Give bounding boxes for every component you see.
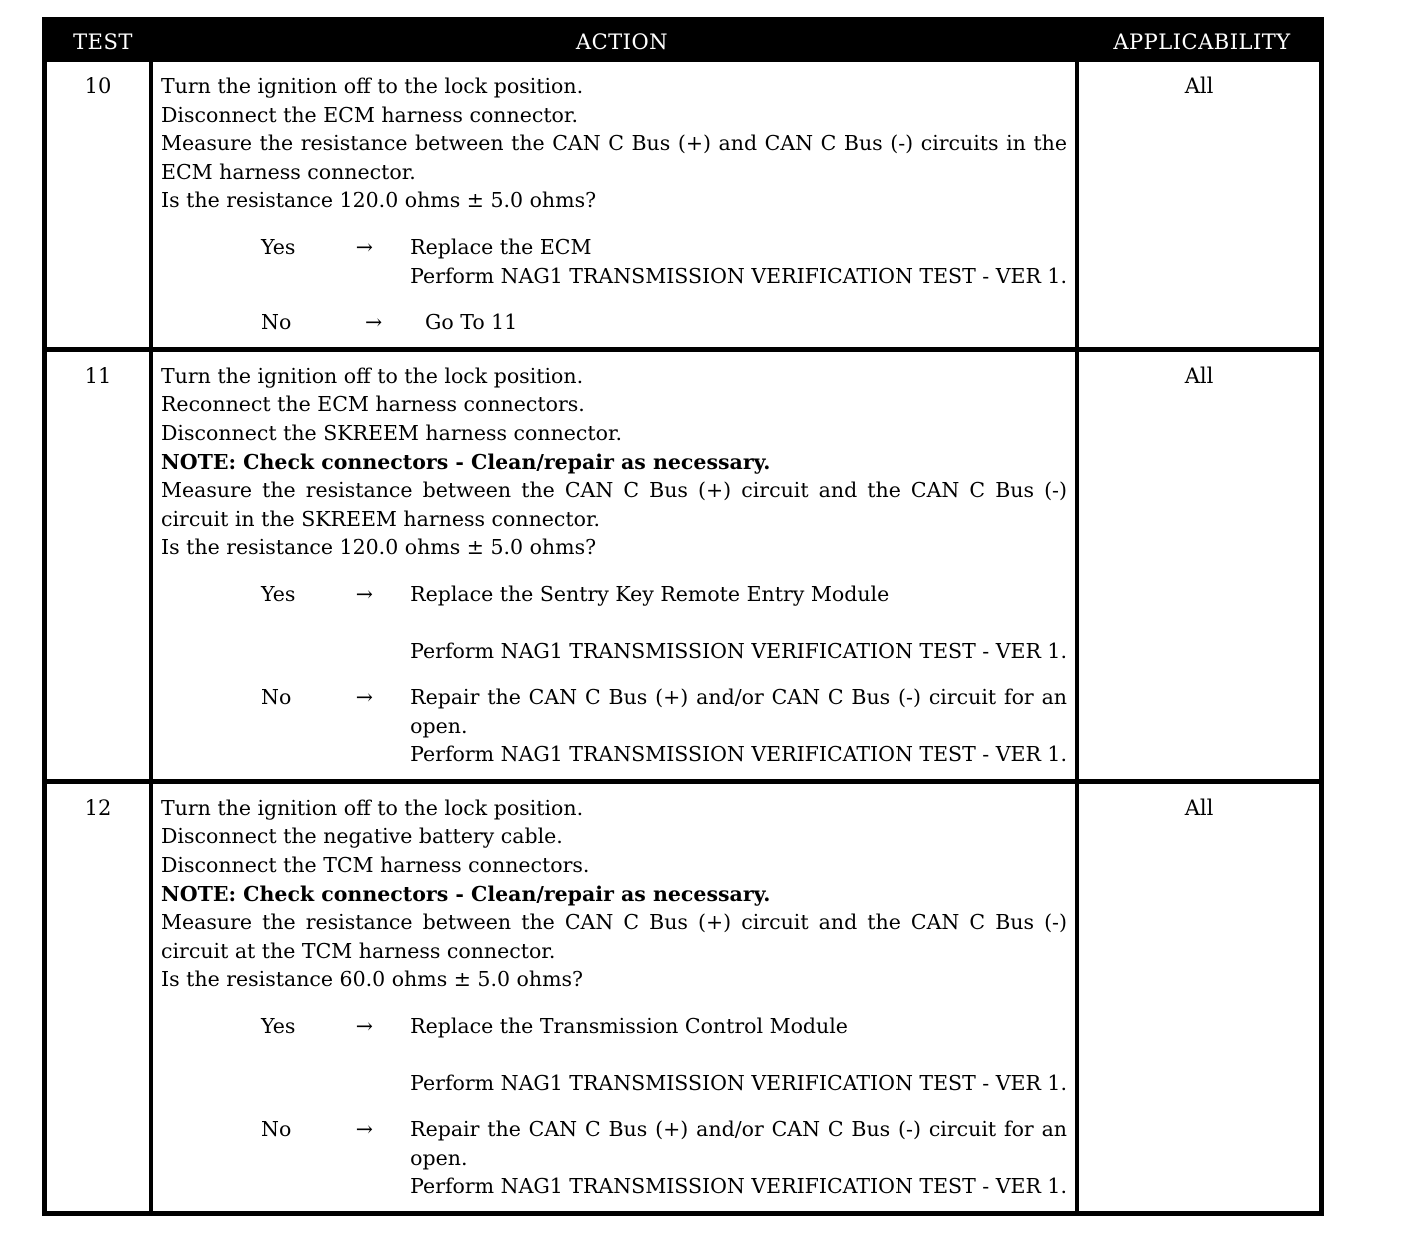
yes-answer (161, 1012, 1067, 1097)
yes-steps (410, 233, 1067, 290)
action-line: Measure the resistance between the CAN C Bus (+) and CAN C Bus (-) circuits in the ECM harness connector. (161, 131, 1067, 184)
arrow-right-icon: → (355, 1014, 373, 1039)
yes-step: Perform NAG1 TRANSMISSION VERIFICATION TEST - VER 1. (410, 638, 1067, 663)
test-number: 11 (47, 352, 153, 779)
no-label: No (261, 685, 292, 710)
yes-answer (161, 580, 1067, 665)
no-steps (425, 308, 1067, 337)
test-number: 12 (47, 784, 153, 1211)
no-step: Go To 11 (425, 310, 518, 335)
action-line: Turn the ignition off to the lock position. (161, 795, 584, 820)
applicability-value: All (1184, 74, 1214, 98)
yes-label: Yes (261, 1014, 296, 1039)
action-line: Disconnect the SKREEM harness connector. (161, 420, 623, 445)
action-line: Disconnect the TCM harness connectors. (161, 853, 590, 878)
yes-step: Perform NAG1 TRANSMISSION VERIFICATION TEST - VER 1. (410, 263, 1067, 288)
arrow-right-icon: → (355, 685, 373, 710)
no-step: Repair the CAN C Bus (+) and/or CAN C Bus (-) circuit for an open. (410, 685, 1067, 738)
yes-step: Replace the Transmission Control Module (410, 1014, 848, 1039)
arrow-right-icon: → (355, 1117, 373, 1142)
action-line: Disconnect the negative battery cable. (161, 824, 563, 849)
applicability-value: All (1184, 363, 1214, 388)
action-line: Turn the ignition off to the lock position. (161, 363, 584, 388)
test-number: 10 (47, 62, 153, 347)
no-step: Perform NAG1 TRANSMISSION VERIFICATION TEST - VER 1. (410, 1174, 1067, 1199)
action-line: Measure the resistance between the CAN C Bus (+) circuit and the CAN C Bus (-) circuit at the TCM harness connector. (161, 910, 1067, 963)
table-header (47, 22, 1319, 62)
yes-step: Perform NAG1 TRANSMISSION VERIFICATION TEST - VER 1. (410, 1070, 1067, 1095)
no-label: No (261, 1117, 292, 1142)
arrow-right-icon: → (365, 310, 383, 335)
arrow-right-icon: → (355, 581, 373, 606)
header-action: ACTION (575, 30, 669, 54)
yes-steps (410, 1012, 1067, 1097)
test-row-11 (47, 347, 1319, 779)
action-cell (153, 352, 1079, 779)
no-step: Perform NAG1 TRANSMISSION VERIFICATION TEST - VER 1. (410, 742, 1067, 767)
question-line: Is the resistance 60.0 ohms ± 5.0 ohms? (161, 967, 584, 992)
no-step: Repair the CAN C Bus (+) and/or CAN C Bus (-) circuit for an open. (410, 1117, 1067, 1170)
action-cell (153, 784, 1079, 1211)
yes-label: Yes (261, 234, 296, 259)
question-line: Is the resistance 120.0 ohms ± 5.0 ohms? (161, 188, 597, 213)
question-line: Is the resistance 120.0 ohms ± 5.0 ohms? (161, 535, 597, 560)
no-steps (410, 683, 1067, 769)
arrow-right-icon: → (355, 234, 373, 259)
note-line: NOTE: Check connectors - Clean/repair as necessary. (161, 449, 771, 474)
yes-label: Yes (261, 581, 296, 606)
no-answer (161, 308, 1067, 337)
no-answer (161, 1115, 1067, 1201)
applicability-value: All (1184, 795, 1214, 820)
test-row-12 (47, 779, 1319, 1211)
action-line: Disconnect the ECM harness connector. (161, 102, 578, 127)
no-label: No (261, 310, 292, 335)
no-answer (161, 683, 1067, 769)
yes-step: Replace the ECM (410, 234, 592, 259)
action-line: Reconnect the ECM harness connectors. (161, 392, 585, 417)
diagnostic-test-table (42, 17, 1324, 1216)
action-line: Measure the resistance between the CAN C Bus (+) circuit and the CAN C Bus (-) circuit in the SKREEM harness connector. (161, 478, 1067, 531)
header-test: TEST (73, 30, 133, 54)
yes-step: Replace the Sentry Key Remote Entry Module (410, 581, 890, 606)
yes-answer (161, 233, 1067, 290)
note-line: NOTE: Check connectors - Clean/repair as necessary. (161, 881, 771, 906)
test-row-10 (47, 62, 1319, 347)
no-steps (410, 1115, 1067, 1201)
header-applicability: APPLICABILITY (1113, 30, 1291, 54)
action-line: Turn the ignition off to the lock position. (161, 74, 584, 98)
yes-steps (410, 580, 1067, 665)
action-cell (153, 62, 1079, 347)
